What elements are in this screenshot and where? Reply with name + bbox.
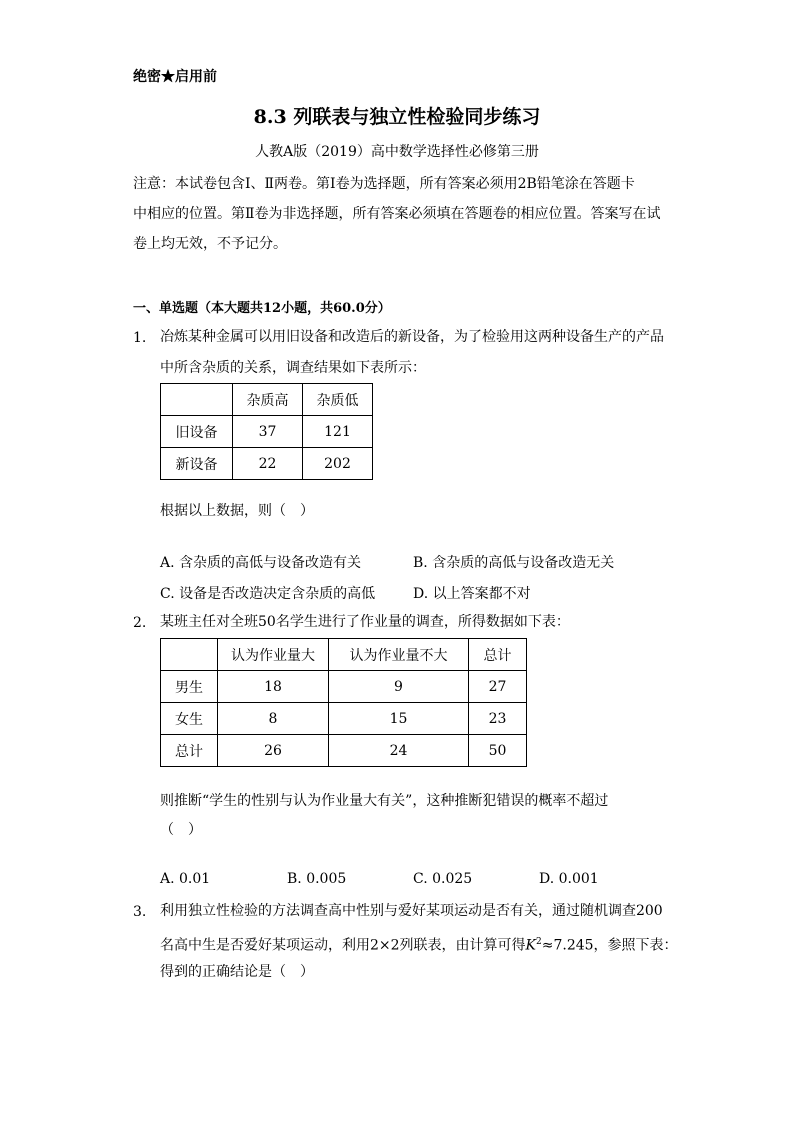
question-1-option-b[interactable]: B. 含杂质的高低与设备改造无关	[413, 555, 615, 571]
question-3-text: ≈7.245，参照下表：	[541, 937, 678, 954]
notice	[133, 169, 673, 259]
table-cell: 总计	[161, 735, 218, 767]
question-1-option-a[interactable]: A. 含杂质的高低与设备改造有关	[160, 555, 362, 571]
notice-line: 中相应的位置。第Ⅱ卷为非选择题，所有答案必须填在答题卷的相应位置。答案写在试	[133, 206, 661, 222]
question-3-line	[160, 927, 678, 961]
k-superscript: 2	[536, 937, 542, 947]
question-3-line: 利用独立性检验的方法调查高中性别与爱好某项运动是否有关，通过随机调查200	[160, 903, 663, 919]
table-cell: 旧设备	[161, 416, 233, 448]
table-cell: 15	[329, 703, 469, 735]
question-2-option-d[interactable]: D. 0.001	[539, 871, 599, 887]
question-1-line: 冶炼某种金属可以用旧设备和改造后的新设备，为了检验用这两种设备生产的产品	[160, 329, 664, 345]
table-row	[161, 448, 373, 480]
question-2-prompt: （ ）	[160, 822, 202, 838]
table-cell: 9	[329, 671, 469, 703]
table-row	[161, 703, 527, 735]
table-cell: 认为作业量大	[218, 639, 329, 671]
table-cell: 认为作业量不大	[329, 639, 469, 671]
table-cell: 8	[218, 703, 329, 735]
k-symbol: K	[525, 937, 537, 954]
table-header-row	[161, 384, 373, 416]
table-cell: 27	[469, 671, 527, 703]
question-1-option-c[interactable]: C. 设备是否改造决定含杂质的高低	[160, 586, 376, 602]
question-2-option-b[interactable]: B. 0.005	[287, 871, 347, 887]
notice-line: 卷上均无效，不予记分。	[133, 236, 287, 252]
question-3-line: 得到的正确结论是（ ）	[160, 964, 314, 980]
table-header-row	[161, 639, 527, 671]
question-3-text: 名高中生是否爱好某项运动，利用2×2列联表，由计算可得	[160, 937, 526, 954]
question-1-line: 中所含杂质的关系，调查结果如下表所示：	[160, 360, 426, 376]
table-row	[161, 671, 527, 703]
table-cell	[161, 384, 233, 416]
table-cell: 杂质低	[303, 384, 373, 416]
question-2-number: 2.	[133, 615, 147, 631]
table-cell: 22	[233, 448, 303, 480]
section-heading: 一、单选题（本大题共12小题，共60.0分）	[133, 301, 391, 316]
table-cell: 杂质高	[233, 384, 303, 416]
question-2-option-c[interactable]: C. 0.025	[413, 871, 473, 887]
table-cell: 24	[329, 735, 469, 767]
table-cell	[161, 639, 218, 671]
table-cell: 23	[469, 703, 527, 735]
notice-line: 注意：本试卷包含Ⅰ、Ⅱ两卷。第Ⅰ卷为选择题，所有答案必须用2B铅笔涂在答题卡	[133, 176, 635, 192]
question-2-option-a[interactable]: A. 0.01	[160, 871, 211, 887]
question-1-number: 1.	[133, 330, 147, 346]
secret-label: 绝密★启用前	[133, 69, 217, 85]
question-3-number: 3.	[133, 904, 147, 920]
table-cell: 202	[303, 448, 373, 480]
table-cell: 50	[469, 735, 527, 767]
table-row	[161, 735, 527, 767]
table-cell: 121	[303, 416, 373, 448]
table-cell: 新设备	[161, 448, 233, 480]
page-title: 8.3 列联表与独立性检验同步练习	[253, 106, 541, 128]
table-cell: 女生	[161, 703, 218, 735]
table-row	[161, 416, 373, 448]
table-cell: 18	[218, 671, 329, 703]
table-cell: 26	[218, 735, 329, 767]
question-1-option-d[interactable]: D. 以上答案都不对	[413, 586, 531, 602]
question-2-table	[160, 638, 527, 767]
question-2-prompt: 则推断“学生的性别与认为作业量大有关”，这种推断犯错误的概率不超过	[160, 793, 609, 809]
question-2-line: 某班主任对全班50名学生进行了作业量的调查，所得数据如下表：	[160, 614, 570, 630]
table-cell: 37	[233, 416, 303, 448]
table-cell: 总计	[469, 639, 527, 671]
page-subtitle: 人教A版（2019）高中数学选择性必修第三册	[255, 144, 539, 160]
table-cell: 男生	[161, 671, 218, 703]
question-1-prompt: 根据以上数据，则（ ）	[160, 503, 314, 519]
question-1-table	[160, 383, 373, 480]
